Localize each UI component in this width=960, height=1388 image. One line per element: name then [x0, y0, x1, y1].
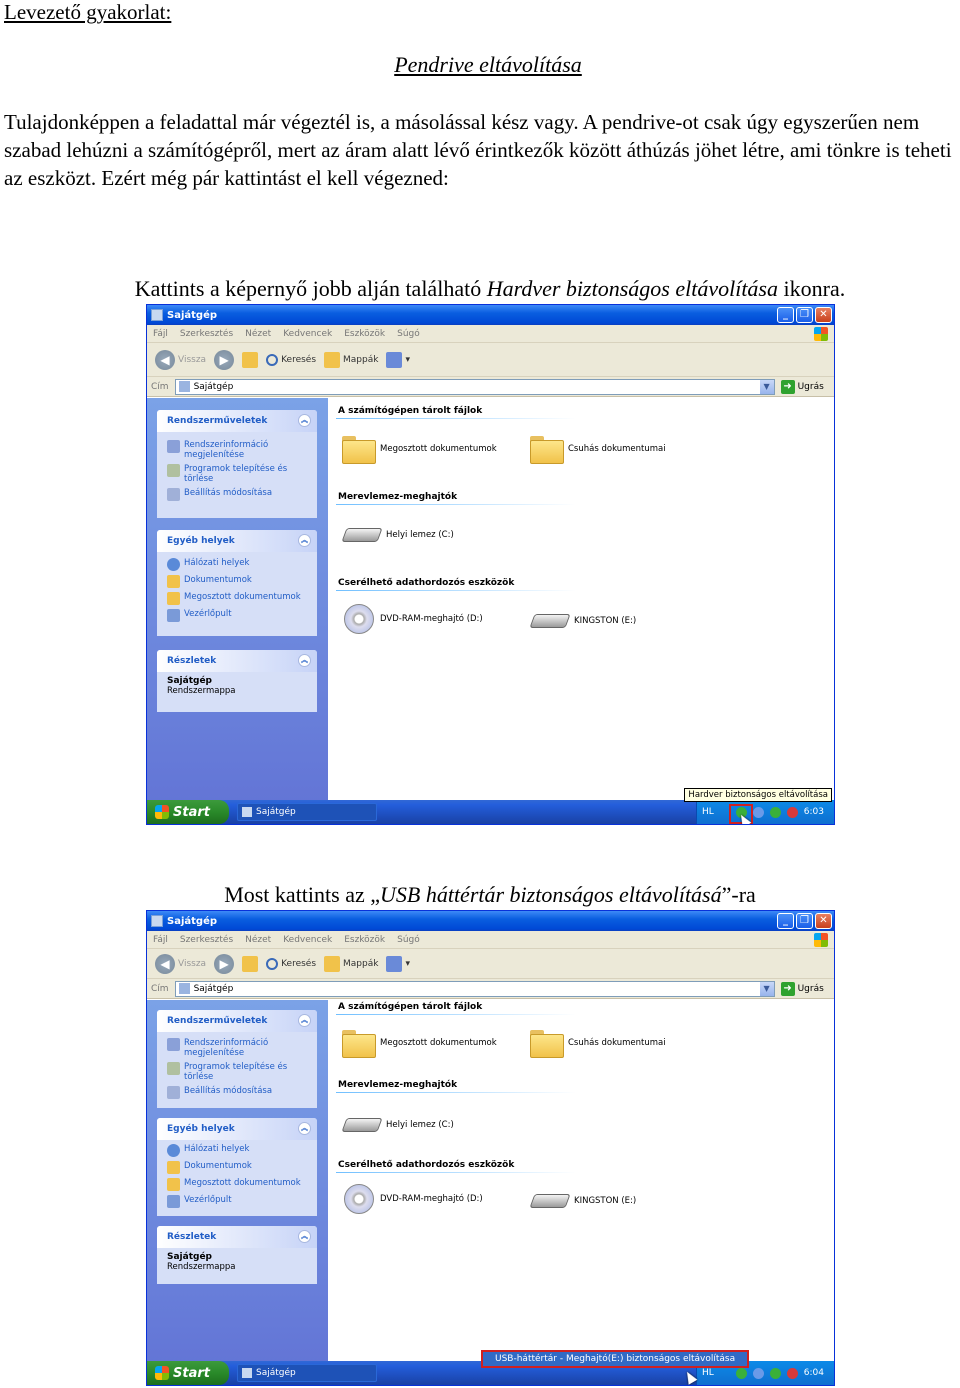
info-icon: [167, 1038, 180, 1051]
network-icon: [167, 558, 180, 571]
place-documents[interactable]: Dokumentumok: [157, 573, 317, 590]
item-local-disk[interactable]: Helyi lemez (C:): [344, 1118, 454, 1132]
group-removable: Cserélhető adathordozós eszközök: [338, 1160, 515, 1170]
address-value: Sajátgép: [193, 381, 234, 392]
windows-flag-icon: [155, 1366, 169, 1380]
menubar: [147, 325, 834, 343]
place-shared-documents[interactable]: Megosztott dokumentumok: [157, 1176, 317, 1193]
dvd-drive-icon: [344, 604, 374, 634]
network-icon: [167, 1144, 180, 1157]
security-shield-icon[interactable]: [770, 1368, 781, 1379]
menu-favorites[interactable]: Kedvencek: [283, 934, 333, 945]
task-pane: [147, 398, 328, 802]
details-panel: [157, 1226, 317, 1284]
go-arrow-icon: ➜: [781, 380, 795, 394]
window-title: Sajátgép: [167, 915, 218, 927]
up-button[interactable]: [242, 352, 258, 368]
place-control-panel[interactable]: Vezérlőpult: [157, 1193, 317, 1210]
close-button[interactable]: ✕: [815, 307, 832, 323]
step-1-pre: Kattints a képernyő jobb alján található: [134, 276, 487, 301]
place-documents[interactable]: Dokumentumok: [157, 1159, 317, 1176]
details-name: Sajátgép: [167, 1252, 213, 1262]
group-stored-files: A számítógépen tárolt fájlok: [338, 406, 483, 416]
task-change-setting[interactable]: Beállítás módosítása: [157, 1084, 317, 1101]
task-system-info[interactable]: Rendszerinformáció megjelenítése: [157, 1036, 317, 1060]
go-button[interactable]: [781, 982, 824, 996]
start-button[interactable]: Start: [147, 800, 229, 824]
place-network[interactable]: Hálózati helyek: [157, 1142, 317, 1159]
folders-icon: [324, 352, 340, 368]
programs-icon: [167, 1062, 180, 1075]
address-field[interactable]: [175, 981, 775, 997]
maximize-button[interactable]: ❐: [796, 913, 813, 929]
views-icon: [386, 956, 402, 972]
item-kingston-drive[interactable]: KINGSTON (E:): [532, 614, 636, 628]
step-1-post: ikonra.: [778, 276, 846, 301]
computer-icon: [151, 915, 163, 927]
item-user-documents[interactable]: Csuhás dokumentumai: [530, 1030, 666, 1056]
address-bar: [147, 979, 834, 999]
go-arrow-icon: ➜: [781, 982, 795, 996]
item-dvd-drive[interactable]: DVD-RAM-meghajtó (D:): [344, 604, 483, 634]
views-button[interactable]: ▾: [386, 352, 410, 368]
maximize-button[interactable]: ❐: [796, 307, 813, 323]
step-2-pre: Most kattints az „: [224, 882, 380, 907]
forward-button[interactable]: [214, 350, 234, 370]
details-header[interactable]: Részletek ︽: [157, 650, 317, 672]
documents-icon: [167, 575, 180, 588]
system-tasks-panel: [157, 410, 317, 518]
minimize-button[interactable]: _: [777, 307, 794, 323]
control-panel-icon: [167, 609, 180, 622]
collapse-icon[interactable]: ︽: [298, 534, 311, 547]
toolbar: [147, 949, 834, 979]
back-button[interactable]: [155, 954, 206, 974]
doc-title: Pendrive eltávolítása: [394, 52, 582, 77]
back-label: Vissza: [178, 958, 207, 969]
address-field[interactable]: [175, 379, 775, 395]
system-tray: [696, 800, 834, 824]
search-button[interactable]: [266, 958, 316, 970]
documents-icon: [167, 1161, 180, 1174]
menu-help[interactable]: Súgó: [397, 934, 420, 945]
place-control-panel[interactable]: Vezérlőpult: [157, 607, 317, 624]
system-tasks-header[interactable]: Rendszerműveletek ︽: [157, 1010, 317, 1032]
folder-icon: [530, 436, 562, 462]
control-panel-icon: [167, 1195, 180, 1208]
up-button[interactable]: [242, 956, 258, 972]
doc-heading: Levezető gyakorlat:: [4, 0, 172, 24]
go-button[interactable]: [781, 380, 824, 394]
menu-tools[interactable]: Eszközök: [344, 934, 386, 945]
forward-arrow-icon: ▶: [214, 350, 234, 370]
task-system-info[interactable]: Rendszerinformáció megjelenítése: [157, 438, 317, 462]
folders-label: Mappák: [343, 354, 379, 365]
details-panel: [157, 650, 317, 712]
computer-icon: [242, 807, 252, 817]
taskbar-item-my-computer[interactable]: Sajátgép: [237, 803, 377, 821]
close-button[interactable]: ✕: [815, 913, 832, 929]
go-label: Ugrás: [797, 381, 824, 392]
folders-label: Mappák: [343, 958, 379, 969]
group-removable: Cserélhető adathordozós eszközök: [338, 578, 515, 588]
place-network[interactable]: Hálózati helyek: [157, 556, 317, 573]
collapse-icon[interactable]: ︽: [298, 1122, 311, 1135]
search-button[interactable]: [266, 354, 316, 366]
menubar: [147, 931, 834, 949]
windows-flag-icon: [155, 805, 169, 819]
computer-icon: [242, 1368, 252, 1378]
address-value: Sajátgép: [193, 983, 234, 994]
system-tasks-panel: [157, 1010, 317, 1108]
other-places-panel: [157, 1118, 317, 1216]
usb-drive-icon: [529, 614, 570, 628]
chevron-down-icon[interactable]: ▼: [760, 380, 774, 394]
address-label: Cím: [151, 983, 169, 994]
other-places-header[interactable]: Egyéb helyek ︽: [157, 530, 317, 552]
task-pane: [147, 1000, 328, 1363]
windows-logo-icon: [814, 933, 828, 947]
item-shared-documents[interactable]: Megosztott dokumentumok: [342, 436, 497, 462]
content-pane: [328, 1000, 834, 1363]
folders-icon: [324, 956, 340, 972]
hard-drive-icon: [341, 528, 382, 542]
menu-help[interactable]: Súgó: [397, 328, 420, 339]
folder-icon: [530, 1030, 562, 1056]
folder-icon: [167, 1178, 180, 1191]
task-change-setting[interactable]: Beállítás módosítása: [157, 486, 317, 503]
content-pane: [328, 398, 834, 802]
computer-icon: [151, 309, 163, 321]
search-label: Keresés: [281, 958, 317, 969]
back-arrow-icon: ◀: [155, 954, 175, 974]
hard-drive-icon: [341, 1118, 382, 1132]
network-tray-icon[interactable]: [753, 1368, 764, 1379]
menu-favorites[interactable]: Kedvencek: [283, 328, 333, 339]
network-tray-icon[interactable]: [753, 807, 764, 818]
computer-icon: [179, 381, 190, 392]
back-arrow-icon: ◀: [155, 350, 175, 370]
item-user-documents[interactable]: Csuhás dokumentumai: [530, 436, 666, 462]
language-indicator[interactable]: HL: [701, 1368, 714, 1378]
window-titlebar[interactable]: [147, 911, 834, 931]
menu-view[interactable]: Nézet: [245, 934, 272, 945]
item-dvd-drive[interactable]: DVD-RAM-meghajtó (D:): [344, 1184, 483, 1214]
place-shared-documents[interactable]: Megosztott dokumentumok: [157, 590, 317, 607]
window-titlebar[interactable]: [147, 305, 834, 325]
usb-drive-icon: [529, 1194, 570, 1208]
safely-remove-hardware-icon[interactable]: [736, 1368, 747, 1379]
info-icon: [167, 440, 180, 453]
folder-icon: [342, 1030, 374, 1056]
address-bar: [147, 377, 834, 397]
clock: 6:04: [803, 1368, 824, 1378]
menu-file[interactable]: Fájl: [153, 934, 168, 945]
search-icon: [266, 958, 278, 970]
item-local-disk[interactable]: Helyi lemez (C:): [344, 528, 454, 542]
folders-button[interactable]: [324, 352, 378, 368]
collapse-icon[interactable]: ︽: [298, 414, 311, 427]
menu-edit[interactable]: Szerkesztés: [179, 328, 234, 339]
start-button[interactable]: Start: [147, 1361, 229, 1385]
folder-icon: [342, 436, 374, 462]
toolbar: [147, 343, 834, 377]
taskbar-item-my-computer[interactable]: Sajátgép: [237, 1364, 377, 1382]
group-hard-drives: Merevlemez-meghajtók: [338, 492, 458, 502]
step-2-post: ”-ra: [721, 882, 756, 907]
details-header[interactable]: Részletek ︽: [157, 1226, 317, 1248]
folder-up-icon: [242, 956, 258, 972]
step-1-emphasis: Hardver biztonságos eltávolítása: [486, 276, 778, 301]
details-name: Sajátgép: [167, 676, 213, 686]
computer-icon: [179, 983, 190, 994]
back-button[interactable]: [155, 350, 206, 370]
menu-file[interactable]: Fájl: [153, 328, 168, 339]
system-tasks-header[interactable]: Rendszerműveletek ︽: [157, 410, 317, 432]
antivirus-icon[interactable]: [787, 807, 798, 818]
folder-up-icon: [242, 352, 258, 368]
address-label: Cím: [151, 381, 169, 392]
forward-arrow-icon: ▶: [214, 954, 234, 974]
tooltip-safely-remove: Hardver biztonságos eltávolítása: [684, 788, 832, 802]
views-icon: [386, 352, 402, 368]
screenshot-2: [146, 910, 835, 1386]
group-stored-files: A számítógépen tárolt fájlok: [338, 1002, 483, 1012]
doc-paragraph: Tulajdonképpen a feladattal már végeztél is, a másolással kész vagy. A pendrive-ot csak úgy egyszerűen nem szabad lehúzni a számítógépről, mert az áram alatt lévő érintkezők között áthúzás jöhet létre, ami tönkre is teheti az eszközt. Ezért még pár kattintást el kell végezned:: [4, 110, 952, 190]
control-panel-icon: [167, 1086, 180, 1099]
antivirus-icon[interactable]: [787, 1368, 798, 1379]
step-1-instruction: [0, 276, 960, 302]
screenshot-1: [146, 304, 835, 825]
task-add-remove-programs[interactable]: Programok telepítése és törlése: [157, 1060, 317, 1084]
search-icon: [266, 354, 278, 366]
windows-logo-icon: [814, 327, 828, 341]
go-label: Ugrás: [797, 983, 824, 994]
group-hard-drives: Merevlemez-meghajtók: [338, 1080, 458, 1090]
programs-icon: [167, 464, 180, 477]
menu-tools[interactable]: Eszközök: [344, 328, 386, 339]
search-label: Keresés: [281, 354, 317, 365]
dvd-drive-icon: [344, 1184, 374, 1214]
step-2-emphasis: USB háttértár biztonságos eltávolításá: [380, 882, 722, 907]
views-button[interactable]: ▾: [386, 956, 410, 972]
menu-view[interactable]: Nézet: [245, 328, 272, 339]
window-title: Sajátgép: [167, 309, 218, 321]
item-shared-documents[interactable]: Megosztott dokumentumok: [342, 1030, 497, 1056]
item-kingston-drive[interactable]: KINGSTON (E:): [532, 1194, 636, 1208]
step-2-instruction: [0, 882, 960, 908]
security-shield-icon[interactable]: [770, 807, 781, 818]
other-places-panel: [157, 530, 317, 636]
clock: 6:03: [803, 807, 824, 817]
control-panel-icon: [167, 488, 180, 501]
collapse-icon[interactable]: ︽: [298, 1230, 311, 1243]
minimize-button[interactable]: _: [777, 913, 794, 929]
other-places-header[interactable]: Egyéb helyek ︽: [157, 1118, 317, 1140]
collapse-icon[interactable]: ︽: [298, 654, 311, 667]
menu-edit[interactable]: Szerkesztés: [179, 934, 234, 945]
chevron-down-icon[interactable]: ▼: [760, 982, 774, 996]
details-desc: Rendszermappa: [167, 1262, 236, 1272]
details-desc: Rendszermappa: [167, 686, 236, 696]
language-indicator[interactable]: HL: [701, 807, 714, 817]
safely-remove-usb-menu-item[interactable]: USB-háttértár - Meghajtó(E:) biztonságos eltávolítása: [481, 1350, 749, 1368]
back-label: Vissza: [178, 354, 207, 365]
folder-icon: [167, 592, 180, 605]
folders-button[interactable]: [324, 956, 378, 972]
collapse-icon[interactable]: ︽: [298, 1014, 311, 1027]
forward-button[interactable]: [214, 954, 234, 974]
task-add-remove-programs[interactable]: Programok telepítése és törlése: [157, 462, 317, 486]
